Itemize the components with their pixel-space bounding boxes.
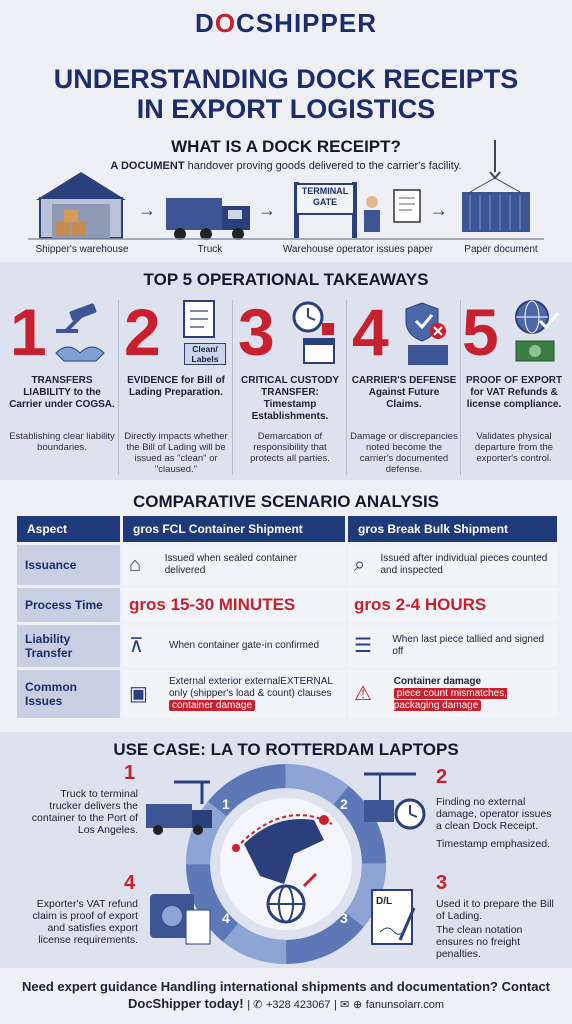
magnifier-icon: ⌕ xyxy=(354,554,366,576)
step-2-note: Timestamp emphasized. xyxy=(436,838,550,850)
row-fcl-cell: ⊼ When container gate-in confirmed xyxy=(123,625,345,667)
arrow-icon: → xyxy=(258,200,276,220)
what-subtitle: A DOCUMENT handover proving goods delivered to the carrier's facility. xyxy=(110,160,462,172)
web-icon: ⊕ xyxy=(352,999,363,1011)
clipboard-icon: ☰ xyxy=(354,635,372,657)
globe-money-icon xyxy=(512,299,566,365)
operator-icon xyxy=(364,190,420,232)
row-bb-cell: ☰ When last piece tallied and signed off xyxy=(348,625,557,667)
footer-website[interactable]: fanunsoiarr.com xyxy=(365,999,444,1011)
crane-clock-icon xyxy=(360,770,430,836)
safe-document-icon xyxy=(148,888,214,952)
row-fcl-cell: ⌂ Issued when sealed container delivered xyxy=(123,545,345,585)
takeaway-title: EVIDENCE for Bill of Lading Preparation. xyxy=(127,375,225,398)
step-number: 3 xyxy=(436,872,448,894)
ring-number: 2 xyxy=(340,796,348,812)
table-row xyxy=(17,545,557,585)
issue-tag: piece count mismatches, packaging damage xyxy=(393,688,507,711)
takeaway-title: CRITICAL CUSTODY TRANSFER: Timestamp Establishments. xyxy=(241,375,339,422)
row-aspect: Liability Transfer xyxy=(17,625,120,667)
flow-label-document: Paper document xyxy=(464,244,538,255)
arrow-icon: → xyxy=(138,200,156,220)
step-number: 2 xyxy=(436,766,448,788)
warning-box-icon: ⚠ xyxy=(354,683,372,705)
takeaway-2 xyxy=(122,297,230,477)
box-icon: ▣ xyxy=(129,683,148,705)
bill-of-lading-label: D/L xyxy=(376,896,393,907)
row-fcl-cell: gros 15-30 MINUTES xyxy=(123,588,345,622)
warehouse-icon: ⌂ xyxy=(129,554,142,576)
container-crane-icon xyxy=(462,140,530,232)
footer-cta: Need expert guidance Handling international shipments and documentation? Contact xyxy=(22,979,550,994)
takeaway-desc: Demarcation of responsibility that protects all parties. xyxy=(250,431,330,464)
clock-calendar-icon xyxy=(290,301,340,367)
step-3-note: The clean notation ensures no freight penalties. xyxy=(436,924,523,960)
comparison-table xyxy=(17,516,557,721)
arrow-icon: → xyxy=(430,200,448,220)
takeaway-number: 4 xyxy=(352,295,389,369)
takeaway-desc: Establishing clear liability boundaries. xyxy=(9,431,115,453)
row-aspect: Common Issues xyxy=(17,670,120,718)
email-icon: ✉ xyxy=(340,999,350,1011)
table-row xyxy=(17,588,557,622)
document-icon xyxy=(178,299,224,339)
takeaway-title: TRANSFERS LIABILITY to the Carrier under COGSA. xyxy=(9,375,115,410)
truck-crane-icon xyxy=(144,780,218,836)
step-number: 1 xyxy=(124,762,136,784)
table-row xyxy=(17,670,557,718)
gavel-icon xyxy=(52,303,112,369)
takeaway-number: 3 xyxy=(238,295,275,369)
truck-icon xyxy=(166,198,250,240)
header-aspect: Aspect xyxy=(17,516,120,542)
takeaway-number: 1 xyxy=(10,295,47,369)
warehouse-icon xyxy=(36,172,126,238)
ring-number: 3 xyxy=(340,910,348,926)
table-header-row xyxy=(17,516,557,542)
step-4-text: Exporter's VAT refund claim is proof of export and satisfies export license requirements. xyxy=(32,898,138,946)
row-bb-cell: ⚠ Container damage piece count mismatches, packaging damage xyxy=(348,670,557,718)
flow-illustration xyxy=(0,140,572,246)
step-1-text: Truck to terminal trucker delivers the container to the Port of Los Angeles. xyxy=(31,788,138,836)
issue-tag: container damage xyxy=(169,700,255,711)
takeaway-5 xyxy=(460,297,568,477)
docshipper-logo: DOCSHIPPER xyxy=(195,8,377,38)
footer-phone[interactable]: +328 423067 xyxy=(265,999,331,1011)
footer-company: DocShipper today! xyxy=(127,996,244,1011)
gate-sign: TERMINAL GATE xyxy=(301,186,349,207)
handshake-icon xyxy=(56,347,104,361)
shield-icon xyxy=(402,301,454,367)
footer: Need expert guidance Handling international shipments and documentation? Contact DocShipper today! | ✆ +328 423067 | ✉ ⊕ fanunsoiarr.com xyxy=(0,978,572,1014)
flow-label-truck: Truck xyxy=(197,244,223,255)
takeaway-1 xyxy=(8,297,116,477)
ring-number: 4 xyxy=(222,910,230,926)
takeaways-heading: TOP 5 OPERATIONAL TAKEAWAYS xyxy=(143,270,429,289)
row-fcl-cell: ▣ External exterior externalEXTERNAL only (shipper's load & count) clauses container damage xyxy=(123,670,345,718)
takeaway-number: 5 xyxy=(462,295,499,369)
ring-number: 1 xyxy=(222,796,230,812)
what-heading: WHAT IS A DOCK RECEIPT? xyxy=(171,137,401,156)
table-row xyxy=(17,625,557,667)
row-bb-cell: gros 2-4 HOURS xyxy=(348,588,557,622)
flow-label-warehouse: Shipper's warehouse xyxy=(35,244,129,255)
header-breakbulk: gros Break Bulk Shipment xyxy=(348,516,557,542)
step-number: 4 xyxy=(124,872,136,894)
takeaway-title: CARRIER'S DEFENSE Against Future Claims. xyxy=(351,375,457,410)
row-bb-cell: ⌕ Issued after individual pieces counted and inspected xyxy=(348,545,557,585)
takeaway-desc: Validates physical departure from the exporter's control. xyxy=(474,431,554,464)
page-title: UNDERSTANDING DOCK RECEIPTS IN EXPORT LOGISTICS xyxy=(53,64,519,124)
row-aspect: Issuance xyxy=(17,545,120,585)
comparison-heading: COMPARATIVE SCENARIO ANALYSIS xyxy=(132,492,440,511)
logo-globe-o: O xyxy=(214,8,237,38)
step-3-text: Used it to prepare the Bill of Lading. xyxy=(436,898,554,922)
phone-icon: ✆ xyxy=(253,999,263,1011)
takeaway-number: 2 xyxy=(124,295,161,369)
flow-label-operator: Warehouse operator issues paper xyxy=(282,244,434,255)
row-aspect: Process Time xyxy=(17,588,120,622)
takeaway-title: PROOF OF EXPORT for VAT Refunds & license compliance. xyxy=(465,375,563,410)
takeaway-desc: Damage or discrepancies noted become the carrier's documented defense. xyxy=(350,431,458,475)
takeaway-3 xyxy=(236,297,344,477)
usecase-heading: USE CASE: LA TO ROTTERDAM LAPTOPS xyxy=(113,740,459,759)
crane-icon: ⊼ xyxy=(129,635,144,657)
header-fcl: gros FCL Container Shipment xyxy=(123,516,345,542)
takeaway-desc: Directly impacts whether the Bill of Lading will be issued as "clean" or "claused." xyxy=(124,431,228,475)
step-2-text: Finding no external damage, operator issues a clean Dock Receipt. xyxy=(436,796,552,832)
clean-labels-tag: Clean/ Labels xyxy=(184,343,226,365)
takeaway-4 xyxy=(350,297,458,477)
